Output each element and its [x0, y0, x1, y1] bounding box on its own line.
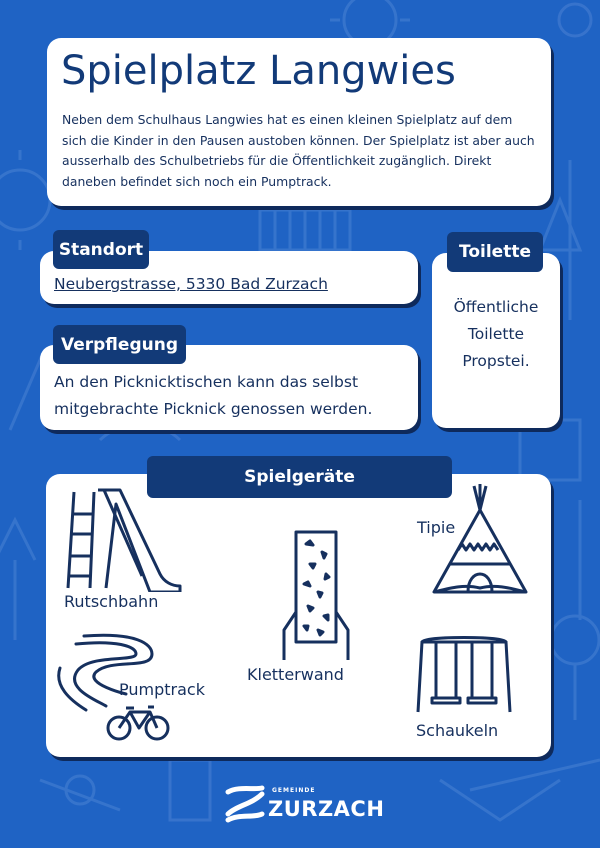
logo-text-small: GEMEINDE — [272, 787, 316, 794]
title-card — [47, 38, 551, 206]
swing-icon — [414, 632, 514, 714]
standort-heading: Standort — [53, 230, 149, 269]
label-schaukeln: Schaukeln — [416, 721, 499, 740]
label-pumptrack: Pumptrack — [119, 680, 205, 699]
toilette-heading: Toilette — [447, 232, 543, 272]
verpflegung-heading: Verpflegung — [53, 325, 186, 364]
climbing-wall-icon — [282, 530, 350, 662]
logo-text-big: ZURZACH — [268, 797, 385, 821]
pumptrack-icon — [56, 630, 156, 712]
address-link[interactable]: Neubergstrasse, 5330 Bad Zurzach — [54, 275, 328, 293]
intro-text: Neben dem Schulhaus Langwies hat es einen kleinen Spielplatz auf dem sich die Kinder in den Pausen austoben können. Der Spielplatz ist aber auch ausserhalb des Schulbetriebs für die Öffentlichkeit zugänglich. Direkt daneben befindet sich noch ein Pumptrack. — [62, 112, 535, 189]
label-kletterwand: Kletterwand — [247, 665, 344, 684]
spielgeraete-heading: Spielgeräte — [147, 456, 452, 498]
toilette-card — [432, 253, 560, 428]
page-title: Spielplatz Langwies — [61, 48, 456, 94]
slide-icon — [64, 484, 184, 592]
tipi-icon — [430, 484, 530, 608]
bicycle-icon — [106, 704, 170, 742]
verpflegung-text: An den Picknicktischen kann das selbst mitgebrachte Picknick genossen werden. — [54, 373, 373, 418]
spielgeraete-card — [46, 474, 551, 757]
label-tipie: Tipie — [417, 518, 456, 537]
toilette-text: Öffentliche Toilette Propstei. — [453, 298, 539, 370]
label-rutschbahn: Rutschbahn — [64, 592, 159, 611]
